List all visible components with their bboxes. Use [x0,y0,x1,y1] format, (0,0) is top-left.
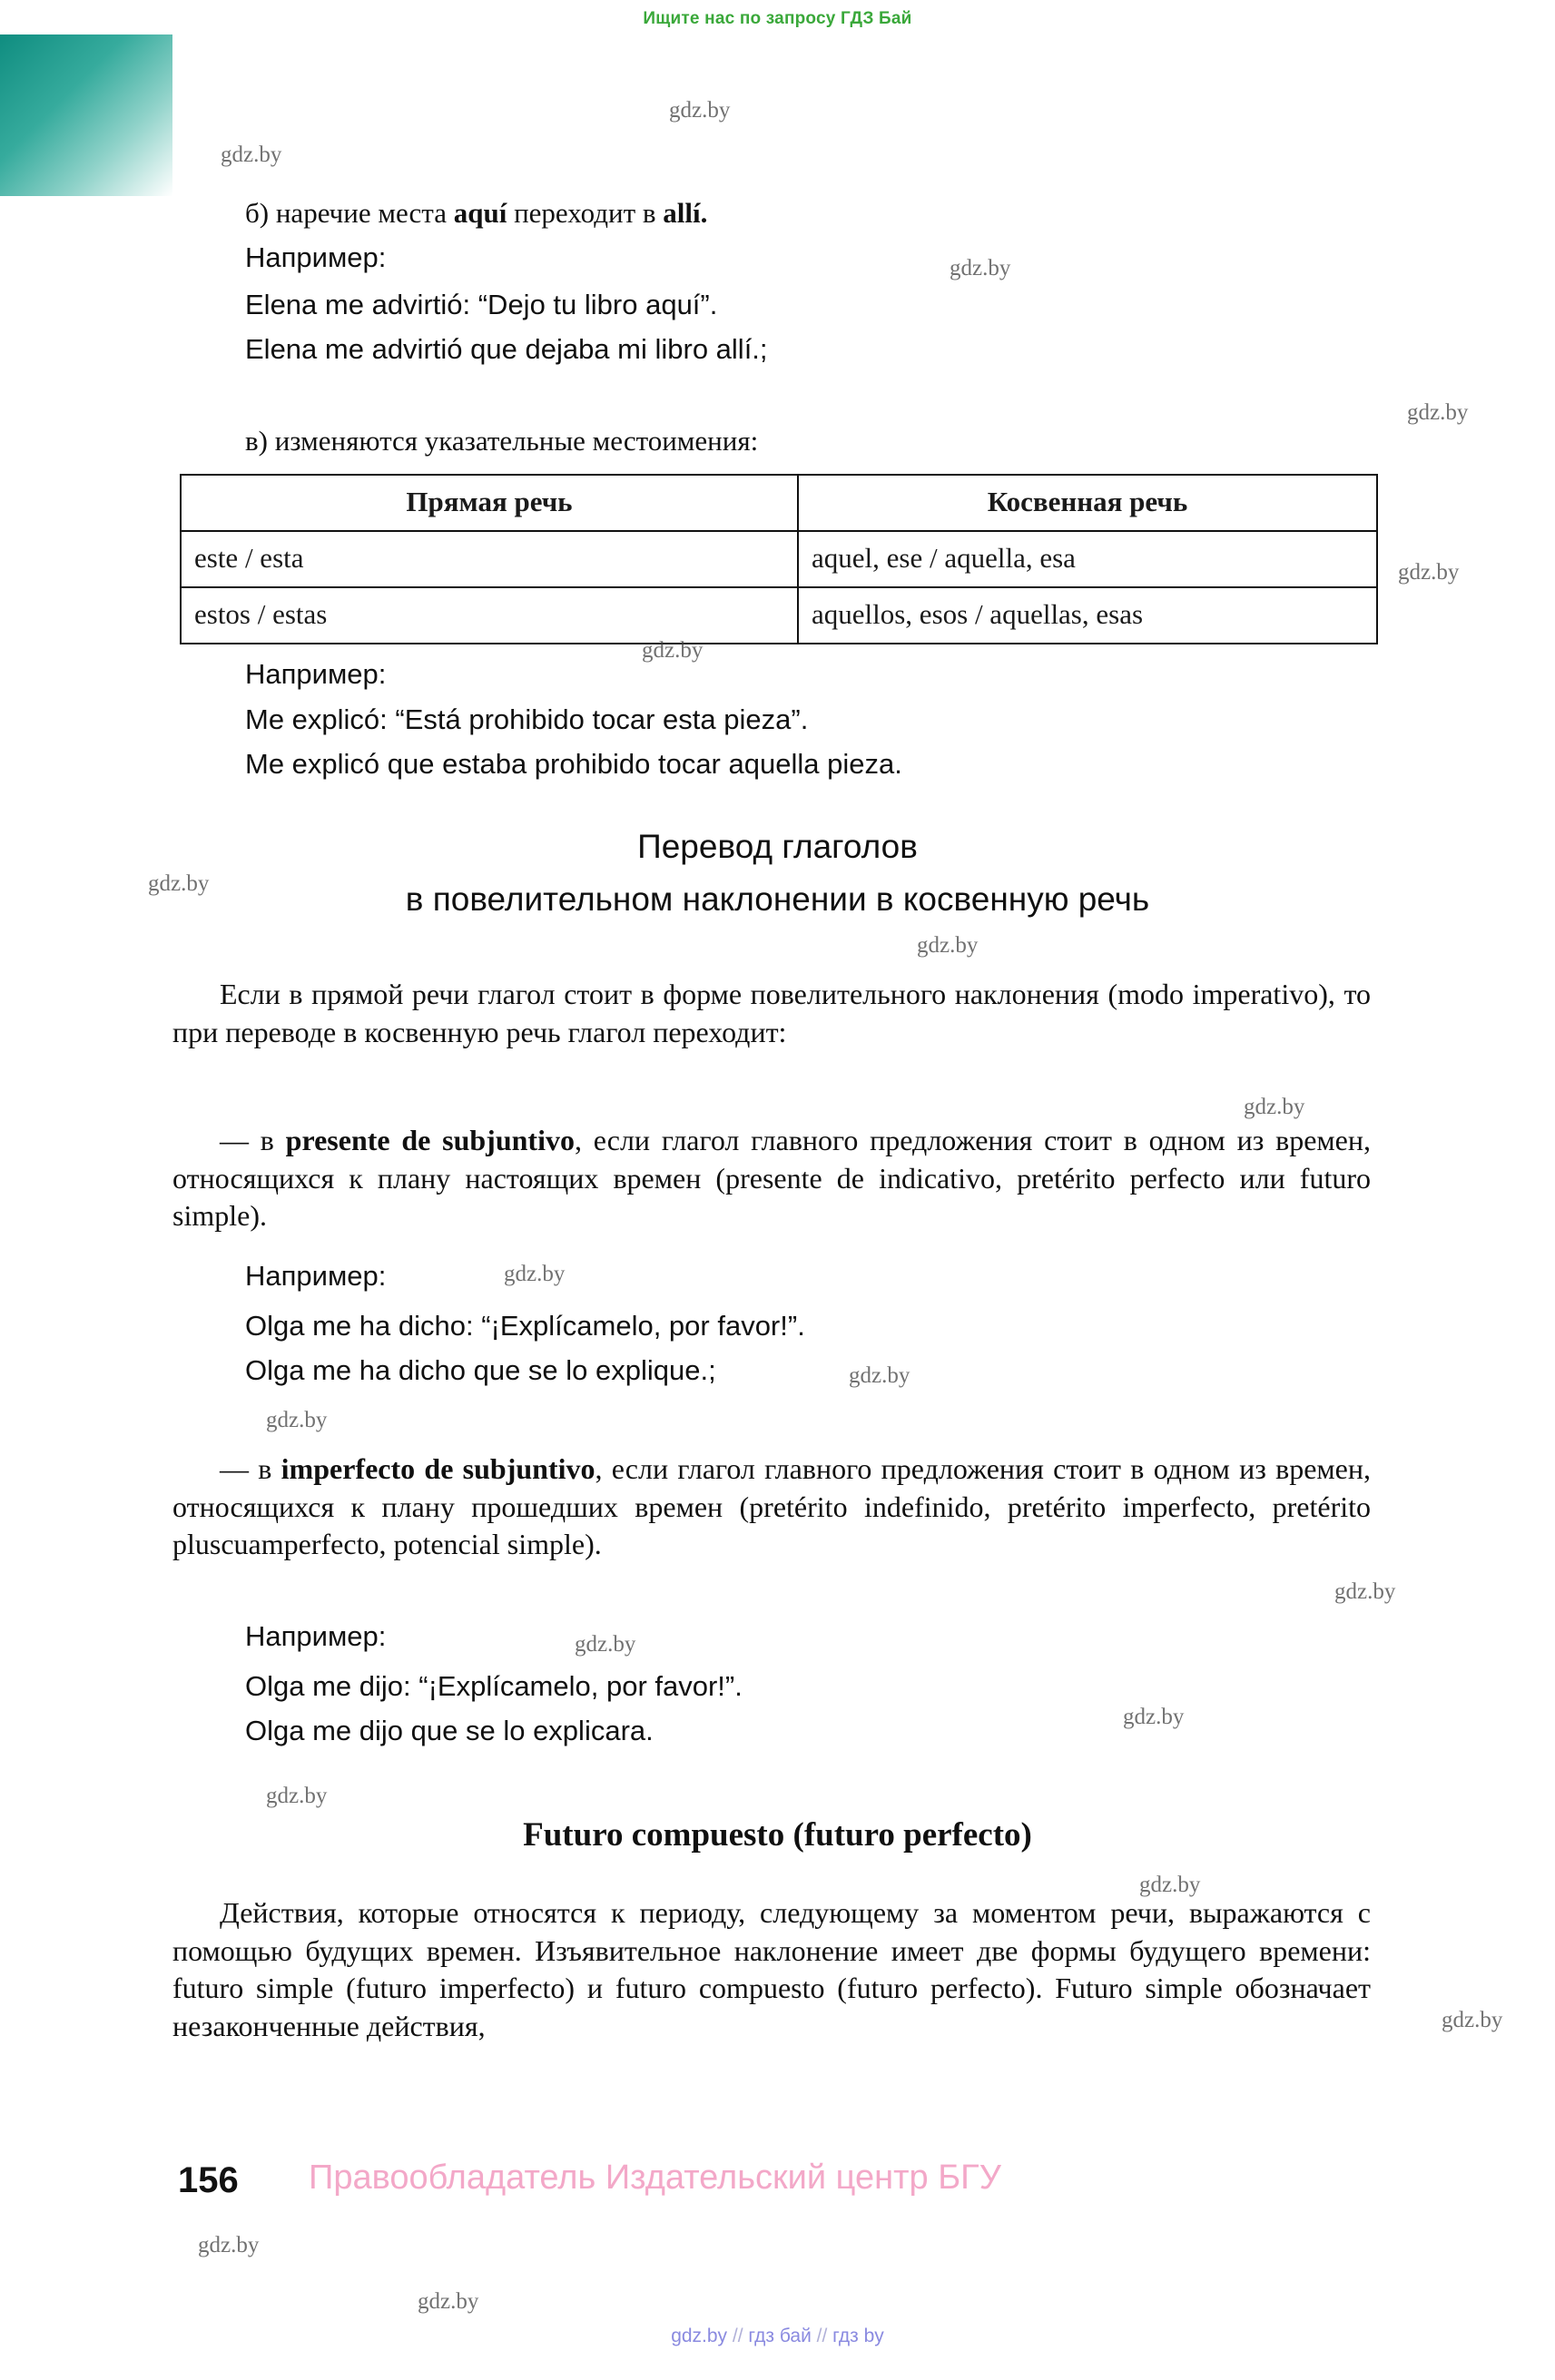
example-label-2: Например: [245,1620,387,1652]
example-1-line-1: Olga me ha dicho: “¡Explícamelo, por favor!”. [245,1310,805,1342]
example-1-line-2: Olga me ha dicho que se lo explique.; [245,1354,716,1386]
body-paragraph-3-text: , если глагол главного предложения стоит в одном из времен, относящихся к плану прошедших времен (pretérito indefinido, pretérito imperfecto, pretérito pluscuamperfecto, potencial simple). [172,1452,1372,1561]
example-label-1: Например: [245,1260,387,1292]
body-paragraph-3-term: imperfecto de subjuntivo [280,1452,595,1485]
watermark-19: gdz.by [418,2289,479,2314]
watermark-10: gdz.by [849,1363,910,1388]
table-header-indirect: Косвенная речь [798,475,1377,531]
watermark-2: gdz.by [950,256,1011,280]
watermark-9: gdz.by [504,1262,566,1286]
body-paragraph-1 [172,976,1371,1051]
watermark-8: gdz.by [1244,1095,1305,1119]
body-paragraph-2-text: , если глагол главного предложения стоит в одном из времен, относящихся к плану настоящих времен (presente de indicativo, pretérito perfecto или futuro simple). [172,1124,1372,1233]
bottom-link-2[interactable]: гдз бай [748,2326,812,2346]
watermark-14: gdz.by [1123,1705,1185,1729]
paragraph-b-lead-mid: переходит в [507,197,664,229]
paragraph-v-lead: в) изменяются указательные местоимения: [245,425,759,457]
paragraph-b-term-alli: allí. [663,197,708,229]
table-row [181,587,1377,644]
body-paragraph-futuro [172,1894,1371,2045]
body-paragraph-futuro-text: Действия, которые относятся к периоду, следующему за моментом речи, выражаются с помощью будущих времен. Изъявительное наклонение имеет две формы будущего времени: futuro simple (futuro imperfecto) и futuro compuesto (futuro perfecto). Futuro simple обозначает незаконченные действия, [172,1896,1371,2042]
watermark-15: gdz.by [266,1784,328,1808]
heading-futuro-compuesto: Futuro compuesto (futuro perfecto) [523,1816,1032,1854]
watermark-12: gdz.by [1334,1579,1396,1604]
bottom-link-bar [0,2326,1555,2347]
demonstratives-table [180,474,1378,644]
watermark-3: gdz.by [1407,400,1469,425]
watermark-11: gdz.by [266,1408,328,1432]
table-cell-direct-1: este / esta [181,531,798,587]
heading-imperative-line-2: в повелительном наклонении в косвенную речь [405,880,1150,918]
table-header-row [181,475,1377,531]
example-b-line-1: Elena me advirtió: “Dejo tu libro aquí”. [245,289,718,320]
body-paragraph-3 [172,1451,1371,1564]
page-number: 156 [178,2160,239,2200]
example-label-v: Например: [245,658,387,690]
example-b-line-2: Elena me advirtió que dejaba mi libro allí.; [245,333,768,365]
bottom-link-3[interactable]: гдз by [832,2326,884,2346]
table-cell-direct-2: estos / estas [181,587,798,644]
table-cell-indirect-1: aquel, ese / aquella, esa [798,531,1377,587]
bottom-link-1[interactable]: gdz.by [671,2326,728,2346]
body-paragraph-3-dash: — в [220,1452,281,1485]
example-label-b: Например: [245,241,387,273]
example-2-line-2: Olga me dijo que se lo explicara. [245,1715,654,1746]
watermark-17: gdz.by [1442,2008,1503,2032]
table-header-direct: Прямая речь [181,475,798,531]
paragraph-b-lead [245,195,707,231]
decorative-corner-gradient [0,34,172,196]
example-v-line-1: Me explicó: “Está prohibido tocar esta pieza”. [245,703,809,735]
bottom-separator-2: // [816,2326,828,2346]
body-paragraph-2-term: presente de subjuntivo [285,1124,575,1156]
paragraph-b-lead-text: б) наречие места [245,197,454,229]
watermark-6: gdz.by [148,871,210,896]
watermark-4: gdz.by [1398,560,1460,585]
watermark-5: gdz.by [642,638,704,663]
table-cell-indirect-2: aquellos, esos / aquellas, esas [798,587,1377,644]
watermark-13: gdz.by [575,1632,636,1657]
body-paragraph-1-text: Если в прямой речи глагол стоит в форме повелительного наклонения (modo imperativo), то при переводе в косвенную речь глагол переходит: [172,978,1371,1048]
watermark-1: gdz.by [221,143,282,167]
copyright-notice: Правообладатель Издательский центр БГУ [309,2159,1001,2197]
watermark-0: gdz.by [669,98,731,123]
site-promo-banner: Ищите нас по запросу ГДЗ Бай [643,9,912,28]
body-paragraph-2 [172,1122,1371,1235]
example-v-line-2: Me explicó que estaba prohibido tocar aquella pieza. [245,748,902,780]
paragraph-b-term-aqui: aquí [453,197,507,229]
body-paragraph-2-dash: — в [220,1124,286,1156]
watermark-7: gdz.by [917,933,979,958]
watermark-16: gdz.by [1139,1873,1201,1897]
heading-imperative-line-1: Перевод глаголов [637,828,918,865]
watermark-18: gdz.by [198,2233,260,2257]
bottom-separator-1: // [732,2326,743,2346]
table-row [181,531,1377,587]
example-2-line-1: Olga me dijo: “¡Explícamelo, por favor!”. [245,1670,743,1702]
